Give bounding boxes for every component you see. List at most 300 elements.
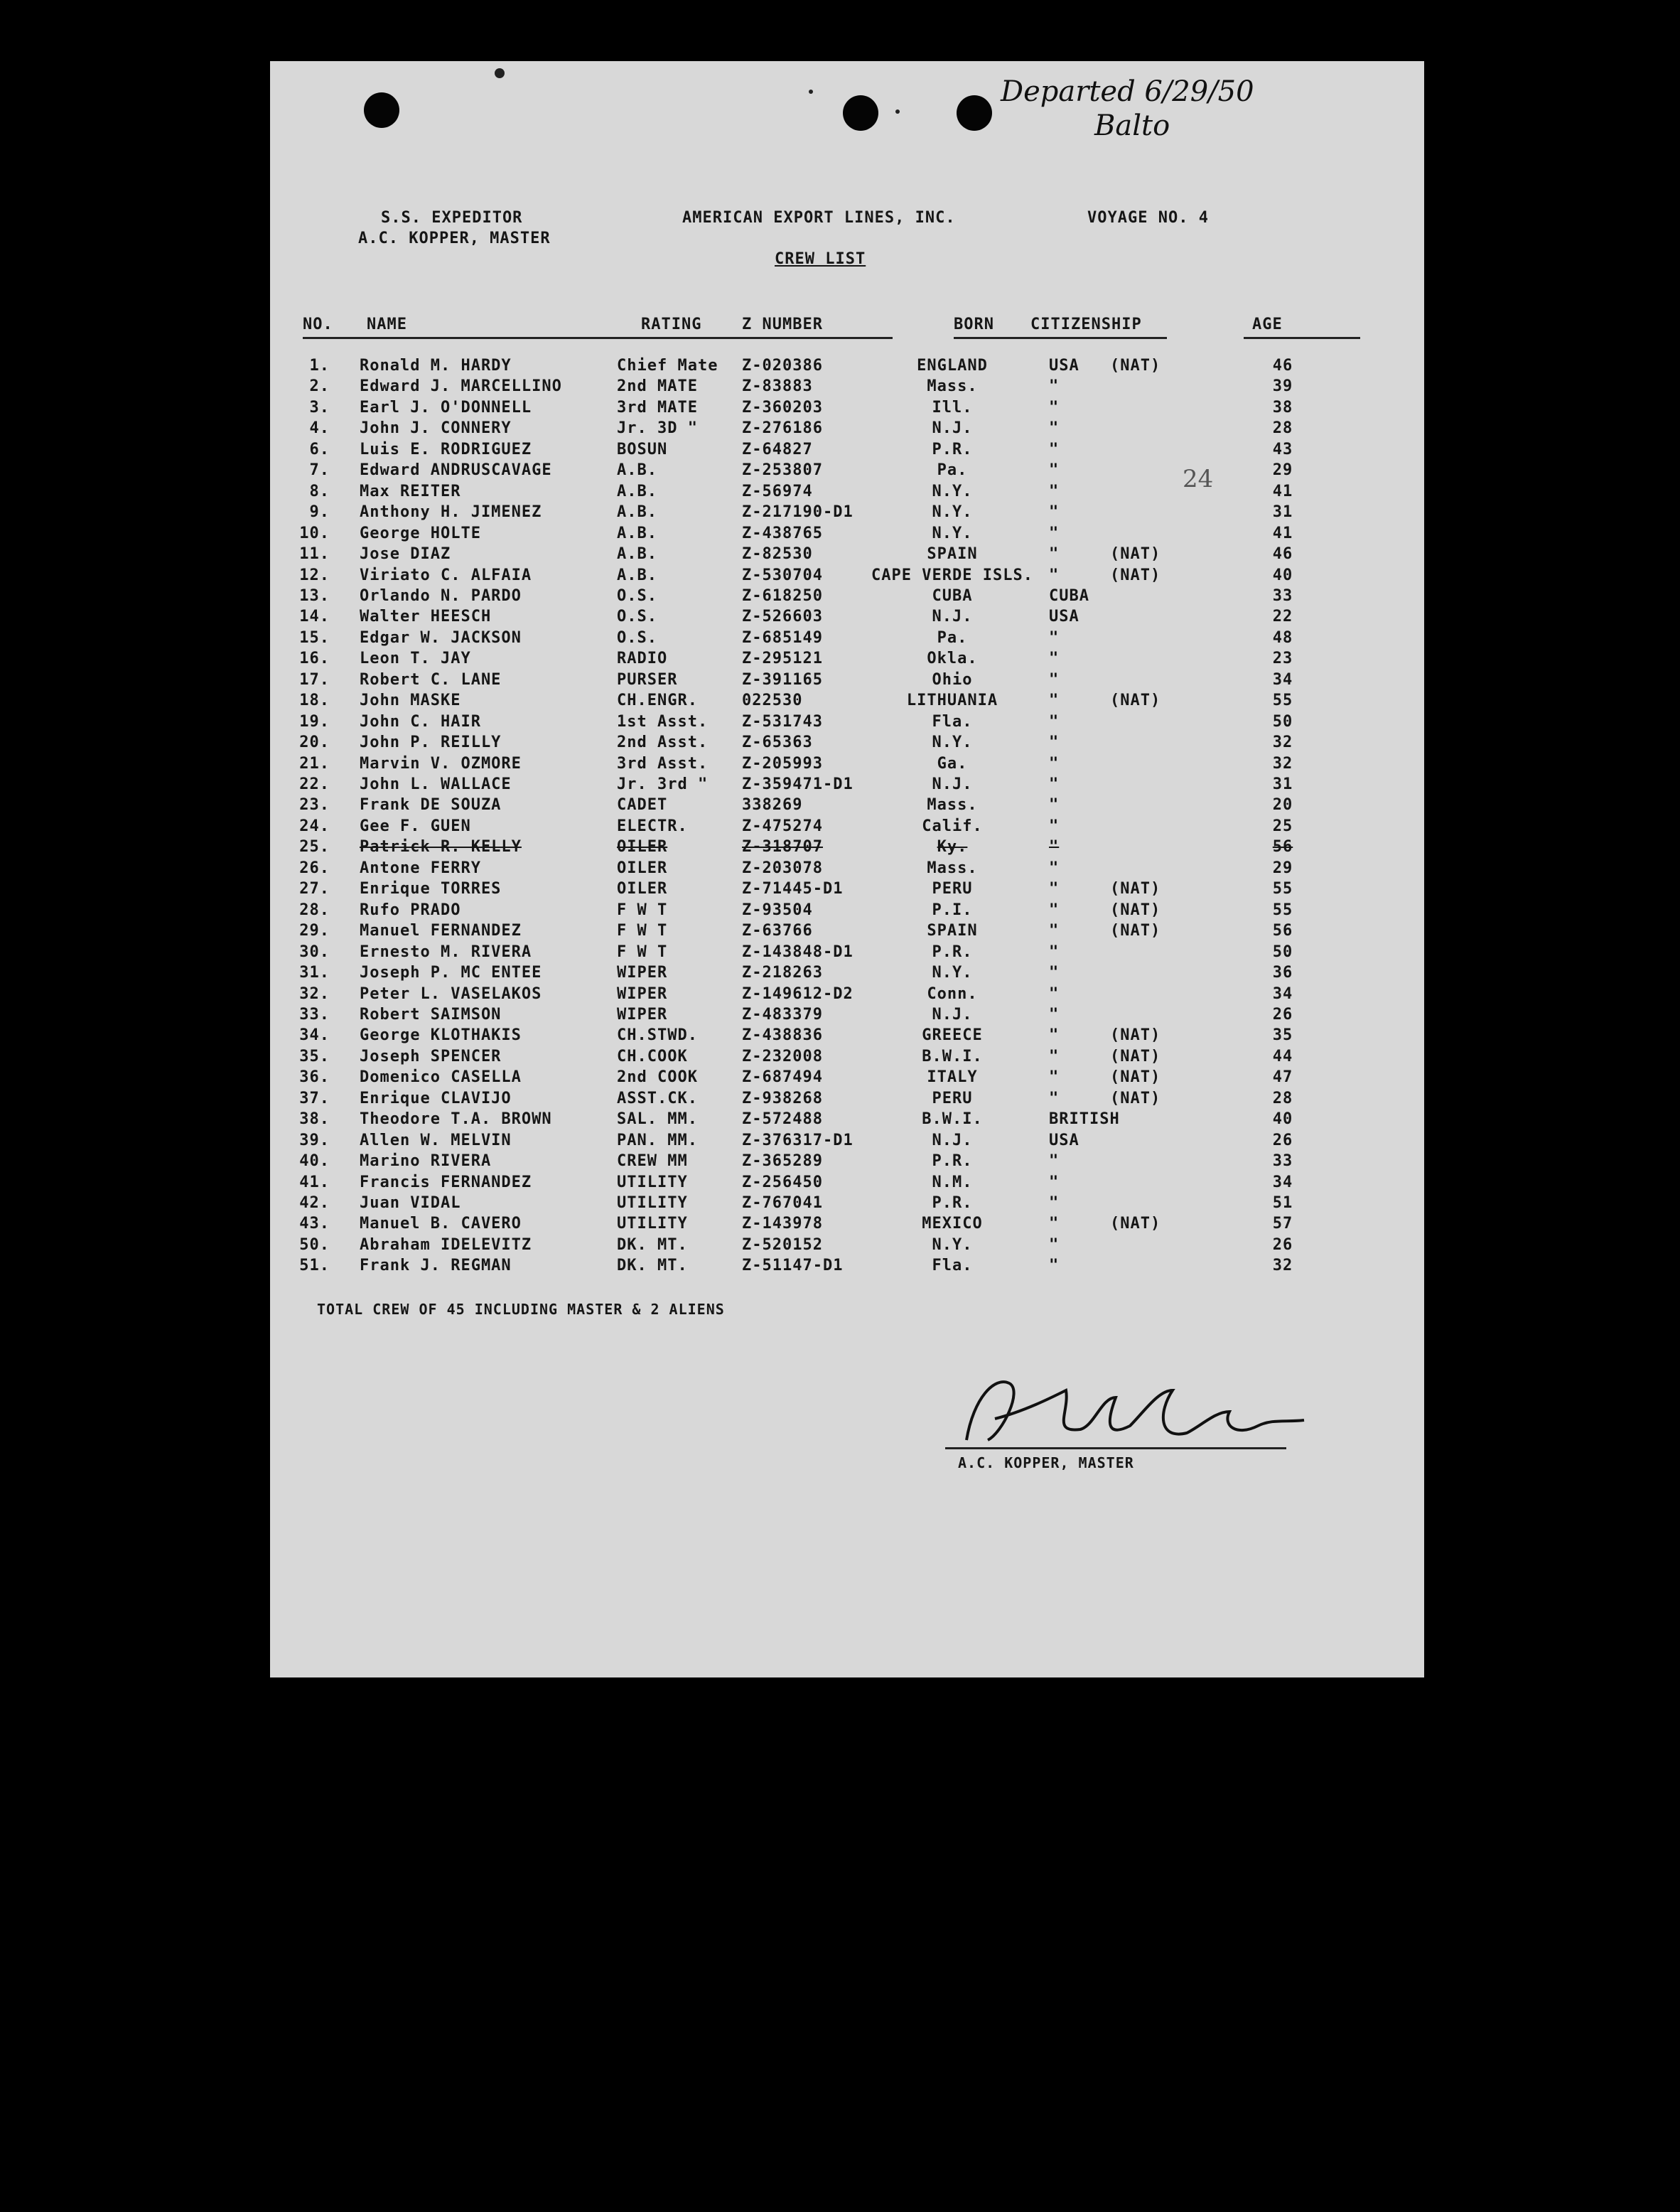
crew-born: MEXICO — [922, 1215, 983, 1233]
speck — [495, 68, 505, 78]
crew-rating: SAL. MM. — [617, 1110, 698, 1129]
crew-citizenship: " — [1049, 775, 1060, 793]
crew-born: Pa. — [937, 628, 968, 647]
table-row — [270, 690, 1424, 711]
crew-number: 4. — [309, 419, 330, 438]
crew-naturalized: (NAT) — [1110, 922, 1161, 940]
crew-rating: A.B. — [617, 524, 657, 542]
company-name: AMERICAN EXPORT LINES, INC. — [682, 209, 956, 227]
crew-age: 29 — [1272, 461, 1293, 480]
crew-z-number: Z-64827 — [742, 440, 813, 458]
crew-number: 30. — [299, 943, 330, 961]
crew-name: Patrick R. KELLY — [360, 838, 522, 857]
table-row — [270, 628, 1424, 648]
crew-rating: UTILITY — [617, 1194, 688, 1212]
crew-age: 50 — [1272, 712, 1293, 731]
crew-rating: 3rd Asst. — [617, 754, 709, 773]
table-row — [270, 355, 1424, 376]
crew-citizenship: " — [1049, 712, 1060, 731]
crew-age: 40 — [1272, 566, 1293, 584]
crew-rating: CH.STWD. — [617, 1026, 698, 1045]
crew-z-number: Z-572488 — [742, 1110, 823, 1129]
crew-z-number: Z-51147-D1 — [742, 1257, 844, 1275]
crew-number: 35. — [299, 1047, 330, 1065]
column-born: BORN — [954, 316, 994, 333]
crew-number: 18. — [299, 692, 330, 710]
crew-rating: Chief Mate — [617, 357, 718, 375]
crew-name: Edgar W. JACKSON — [360, 628, 522, 647]
crew-number: 24. — [299, 817, 330, 835]
crew-z-number: Z-71445-D1 — [742, 880, 844, 898]
table-row — [270, 984, 1424, 1004]
port-annotation: Balto — [1094, 109, 1170, 142]
crew-number: 2. — [309, 377, 330, 396]
crew-citizenship: " — [1049, 1047, 1060, 1065]
crew-born: N.J. — [932, 1005, 973, 1024]
crew-z-number: Z-376317-D1 — [742, 1131, 854, 1149]
crew-rating: WIPER — [617, 1005, 668, 1024]
master-signature — [945, 1369, 1315, 1454]
crew-number: 31. — [299, 964, 330, 982]
crew-z-number: Z-143848-D1 — [742, 943, 854, 961]
crew-number: 14. — [299, 608, 330, 626]
crew-rating: CH.COOK — [617, 1047, 688, 1065]
crew-citizenship: " — [1049, 524, 1060, 542]
punch-hole — [843, 95, 878, 131]
crew-name: Marvin V. OZMORE — [360, 754, 522, 773]
signature-line — [945, 1447, 1286, 1449]
table-row — [270, 523, 1424, 544]
crew-name: Ronald M. HARDY — [360, 357, 512, 375]
ship-name: S.S. EXPEDITOR — [381, 209, 523, 227]
table-row — [270, 502, 1424, 522]
crew-name: Enrique CLAVIJO — [360, 1089, 512, 1107]
crew-name: Viriato C. ALFAIA — [360, 566, 532, 584]
crew-name: Edward J. MARCELLINO — [360, 377, 562, 396]
crew-age: 56 — [1272, 922, 1293, 940]
crew-born: Fla. — [932, 1257, 973, 1275]
crew-number: 6. — [309, 440, 330, 458]
crew-name: Orlando N. PARDO — [360, 586, 522, 605]
crew-age: 43 — [1272, 440, 1293, 458]
table-row — [270, 732, 1424, 753]
crew-born: Mass. — [927, 377, 978, 396]
crew-born: P.I. — [932, 901, 973, 919]
crew-rating: F W T — [617, 901, 668, 919]
crew-born: N.Y. — [932, 482, 973, 500]
crew-z-number: Z-685149 — [742, 628, 823, 647]
crew-z-number: Z-438765 — [742, 524, 823, 542]
crew-z-number: Z-365289 — [742, 1152, 823, 1171]
table-row — [270, 774, 1424, 795]
crew-citizenship: " — [1049, 964, 1060, 982]
crew-rating: A.B. — [617, 545, 657, 564]
crew-citizenship: " — [1049, 398, 1060, 417]
crew-citizenship: " — [1049, 461, 1060, 480]
crew-number: 51. — [299, 1257, 330, 1275]
crew-age: 29 — [1272, 859, 1293, 877]
table-row — [270, 879, 1424, 899]
crew-z-number: Z-217190-D1 — [742, 503, 854, 522]
crew-citizenship: " — [1049, 545, 1060, 564]
crew-age: 23 — [1272, 650, 1293, 668]
crew-number: 3. — [309, 398, 330, 417]
crew-z-number: Z-253807 — [742, 461, 823, 480]
table-row — [270, 1213, 1424, 1234]
crew-citizenship: USA — [1049, 608, 1079, 626]
crew-name: Luis E. RODRIGUEZ — [360, 440, 532, 458]
crew-z-number: Z-205993 — [742, 754, 823, 773]
table-row — [270, 1151, 1424, 1171]
crew-citizenship: " — [1049, 1089, 1060, 1107]
table-row — [270, 648, 1424, 669]
crew-z-number: Z-93504 — [742, 901, 813, 919]
crew-citizenship: " — [1049, 419, 1060, 438]
table-row — [270, 397, 1424, 418]
crew-citizenship: " — [1049, 503, 1060, 522]
crew-name: Antone FERRY — [360, 859, 481, 877]
crew-citizenship: " — [1049, 796, 1060, 815]
crew-citizenship: " — [1049, 901, 1060, 919]
crew-rating: 2nd MATE — [617, 377, 698, 396]
crew-number: 21. — [299, 754, 330, 773]
crew-born: CUBA — [932, 586, 973, 605]
table-row — [270, 1046, 1424, 1067]
crew-naturalized: (NAT) — [1110, 1047, 1161, 1065]
crew-z-number: Z-360203 — [742, 398, 823, 417]
crew-rating: O.S. — [617, 608, 657, 626]
crew-citizenship: " — [1049, 734, 1060, 752]
page-number-stamp: 24 — [1183, 465, 1214, 493]
speck — [809, 90, 813, 94]
crew-name: Anthony H. JIMENEZ — [360, 503, 542, 522]
crew-z-number: Z-531743 — [742, 712, 823, 731]
crew-born: Ky. — [937, 838, 968, 857]
crew-rating: PAN. MM. — [617, 1131, 698, 1149]
crew-citizenship: " — [1049, 880, 1060, 898]
crew-z-number: 022530 — [742, 692, 803, 710]
crew-number: 25. — [299, 838, 330, 857]
crew-age: 35 — [1272, 1026, 1293, 1045]
crew-born: ITALY — [927, 1068, 978, 1087]
crew-citizenship: " — [1049, 670, 1060, 689]
crew-number: 27. — [299, 880, 330, 898]
crew-number: 11. — [299, 545, 330, 564]
departure-annotation: Departed 6/29/50 — [1001, 75, 1254, 108]
crew-name: Joseph SPENCER — [360, 1047, 502, 1065]
table-row — [270, 670, 1424, 690]
crew-rating: CADET — [617, 796, 668, 815]
crew-z-number: Z-475274 — [742, 817, 823, 835]
crew-z-number: Z-618250 — [742, 586, 823, 605]
crew-born: P.R. — [932, 1194, 973, 1212]
crew-rating: PURSER — [617, 670, 678, 689]
crew-z-number: Z-687494 — [742, 1068, 823, 1087]
table-row — [270, 1109, 1424, 1129]
table-row — [270, 376, 1424, 397]
crew-z-number: Z-276186 — [742, 419, 823, 438]
crew-age: 41 — [1272, 524, 1293, 542]
crew-name: Peter L. VASELAKOS — [360, 984, 542, 1003]
crew-number: 26. — [299, 859, 330, 877]
crew-rating: 2nd COOK — [617, 1068, 698, 1087]
crew-total: TOTAL CREW OF 45 INCLUDING MASTER & 2 ALIENS — [317, 1301, 725, 1318]
crew-age: 32 — [1272, 1257, 1293, 1275]
table-row — [270, 1255, 1424, 1276]
crew-born: B.W.I. — [922, 1110, 983, 1129]
crew-z-number: Z-020386 — [742, 357, 823, 375]
crew-name: Frank J. REGMAN — [360, 1257, 512, 1275]
crew-number: 1. — [309, 357, 330, 375]
crew-citizenship: " — [1049, 482, 1060, 500]
column-age: AGE — [1252, 316, 1283, 333]
crew-citizenship: " — [1049, 1173, 1060, 1191]
crew-rating: OILER — [617, 880, 668, 898]
crew-age: 55 — [1272, 880, 1293, 898]
crew-name: Allen W. MELVIN — [360, 1131, 512, 1149]
crew-rating: Jr. 3D " — [617, 419, 698, 438]
crew-age: 32 — [1272, 734, 1293, 752]
crew-born: SPAIN — [927, 545, 978, 564]
crew-z-number: Z-318707 — [742, 838, 823, 857]
crew-citizenship: USA — [1049, 357, 1079, 375]
crew-z-number: Z-391165 — [742, 670, 823, 689]
table-row — [270, 942, 1424, 962]
crew-naturalized: (NAT) — [1110, 545, 1161, 564]
voyage-number: VOYAGE NO. 4 — [1087, 209, 1209, 227]
crew-age: 33 — [1272, 1152, 1293, 1171]
crew-rating: UTILITY — [617, 1215, 688, 1233]
table-row — [270, 816, 1424, 837]
crew-z-number: Z-767041 — [742, 1194, 823, 1212]
crew-born: P.R. — [932, 1152, 973, 1171]
document-page — [270, 61, 1424, 1677]
crew-z-number: Z-63766 — [742, 922, 813, 940]
table-row — [270, 544, 1424, 564]
crew-citizenship: " — [1049, 628, 1060, 647]
crew-rating: O.S. — [617, 586, 657, 605]
crew-age: 40 — [1272, 1110, 1293, 1129]
crew-age: 51 — [1272, 1194, 1293, 1212]
table-row — [270, 962, 1424, 983]
crew-z-number: Z-203078 — [742, 859, 823, 877]
speck — [895, 109, 900, 114]
crew-citizenship: " — [1049, 1152, 1060, 1171]
crew-z-number: Z-359471-D1 — [742, 775, 854, 793]
column-no: NO. — [303, 316, 333, 333]
crew-name: John MASKE — [360, 692, 461, 710]
crew-number: 41. — [299, 1173, 330, 1191]
crew-born: SPAIN — [927, 922, 978, 940]
crew-z-number: Z-295121 — [742, 650, 823, 668]
crew-z-number: Z-56974 — [742, 482, 813, 500]
crew-born: P.R. — [932, 943, 973, 961]
crew-name: Ernesto M. RIVERA — [360, 943, 532, 961]
crew-name: Abraham IDELEVITZ — [360, 1235, 532, 1254]
crew-age: 33 — [1272, 586, 1293, 605]
table-row — [270, 1067, 1424, 1088]
crew-rating: CH.ENGR. — [617, 692, 698, 710]
crew-born: Fla. — [932, 712, 973, 731]
crew-z-number: Z-256450 — [742, 1173, 823, 1191]
crew-age: 22 — [1272, 608, 1293, 626]
crew-age: 38 — [1272, 398, 1293, 417]
crew-name: Manuel FERNANDEZ — [360, 922, 522, 940]
crew-name: Francis FERNANDEZ — [360, 1173, 532, 1191]
crew-number: 7. — [309, 461, 330, 480]
crew-rating: F W T — [617, 943, 668, 961]
crew-age: 26 — [1272, 1131, 1293, 1149]
crew-citizenship: " — [1049, 859, 1060, 877]
crew-born: Pa. — [937, 461, 968, 480]
crew-age: 28 — [1272, 419, 1293, 438]
crew-z-number: Z-483379 — [742, 1005, 823, 1024]
crew-citizenship: BRITISH — [1049, 1110, 1120, 1129]
crew-age: 55 — [1272, 692, 1293, 710]
crew-born: N.J. — [932, 608, 973, 626]
crew-number: 12. — [299, 566, 330, 584]
crew-citizenship: " — [1049, 1235, 1060, 1254]
crew-age: 20 — [1272, 796, 1293, 815]
crew-name: George KLOTHAKIS — [360, 1026, 522, 1045]
crew-naturalized: (NAT) — [1110, 566, 1161, 584]
crew-citizenship: " — [1049, 922, 1060, 940]
crew-z-number: 338269 — [742, 796, 803, 815]
crew-age: 46 — [1272, 545, 1293, 564]
crew-citizenship: " — [1049, 1026, 1060, 1045]
crew-born: B.W.I. — [922, 1047, 983, 1065]
crew-born: N.J. — [932, 419, 973, 438]
crew-rating: F W T — [617, 922, 668, 940]
crew-number: 39. — [299, 1131, 330, 1149]
crew-citizenship: " — [1049, 566, 1060, 584]
table-row — [270, 1004, 1424, 1025]
crew-born: N.Y. — [932, 1235, 973, 1254]
crew-naturalized: (NAT) — [1110, 1068, 1161, 1087]
signature-caption: A.C. KOPPER, MASTER — [958, 1454, 1134, 1471]
crew-number: 20. — [299, 734, 330, 752]
crew-citizenship: " — [1049, 377, 1060, 396]
crew-number: 15. — [299, 628, 330, 647]
crew-name: Rufo PRADO — [360, 901, 461, 919]
crew-number: 40. — [299, 1152, 330, 1171]
crew-born: Calif. — [922, 817, 983, 835]
crew-number: 17. — [299, 670, 330, 689]
crew-age: 36 — [1272, 964, 1293, 982]
crew-born: N.J. — [932, 775, 973, 793]
crew-z-number: Z-232008 — [742, 1047, 823, 1065]
table-row — [270, 1235, 1424, 1255]
crew-naturalized: (NAT) — [1110, 880, 1161, 898]
crew-rating: DK. MT. — [617, 1235, 688, 1254]
crew-age: 48 — [1272, 628, 1293, 647]
table-row — [270, 1193, 1424, 1213]
crew-born: PERU — [932, 880, 973, 898]
crew-z-number: Z-530704 — [742, 566, 823, 584]
crew-name: Edward ANDRUSCAVAGE — [360, 461, 552, 480]
crew-number: 29. — [299, 922, 330, 940]
table-row — [270, 439, 1424, 460]
crew-number: 34. — [299, 1026, 330, 1045]
crew-number: 28. — [299, 901, 330, 919]
crew-rating: A.B. — [617, 482, 657, 500]
crew-name: John J. CONNERY — [360, 419, 512, 438]
crew-age: 47 — [1272, 1068, 1293, 1087]
crew-name: Robert C. LANE — [360, 670, 502, 689]
crew-number: 8. — [309, 482, 330, 500]
crew-number: 50. — [299, 1235, 330, 1254]
crew-z-number: Z-218263 — [742, 964, 823, 982]
crew-citizenship: " — [1049, 650, 1060, 668]
crew-born: ENGLAND — [917, 357, 988, 375]
crew-name: Leon T. JAY — [360, 650, 471, 668]
crew-z-number: Z-82530 — [742, 545, 813, 564]
crew-rating: BOSUN — [617, 440, 668, 458]
crew-age: 34 — [1272, 984, 1293, 1003]
crew-age: 57 — [1272, 1215, 1293, 1233]
crew-name: Max REITER — [360, 482, 461, 500]
crew-age: 55 — [1272, 901, 1293, 919]
crew-number: 23. — [299, 796, 330, 815]
crew-rating: 3rd MATE — [617, 398, 698, 417]
crew-rating: ELECTR. — [617, 817, 688, 835]
crew-born: Mass. — [927, 859, 978, 877]
table-row — [270, 565, 1424, 586]
document-title: CREW LIST — [775, 250, 866, 268]
crew-name: Juan VIDAL — [360, 1194, 461, 1212]
crew-name: Theodore T.A. BROWN — [360, 1110, 552, 1129]
crew-rating: A.B. — [617, 461, 657, 480]
crew-z-number: Z-149612-D2 — [742, 984, 854, 1003]
crew-name: John P. REILLY — [360, 734, 502, 752]
crew-age: 32 — [1272, 754, 1293, 773]
crew-born: Ohio — [932, 670, 973, 689]
column-rating: RATING — [641, 316, 702, 333]
crew-number: 37. — [299, 1089, 330, 1107]
crew-number: 38. — [299, 1110, 330, 1129]
crew-citizenship: " — [1049, 1068, 1060, 1087]
crew-naturalized: (NAT) — [1110, 1026, 1161, 1045]
crew-rating: OILER — [617, 838, 668, 857]
crew-citizenship: USA — [1049, 1131, 1079, 1149]
crew-age: 50 — [1272, 943, 1293, 961]
crew-born: Mass. — [927, 796, 978, 815]
crew-rating: 2nd Asst. — [617, 734, 709, 752]
crew-rating: A.B. — [617, 566, 657, 584]
crew-number: 10. — [299, 524, 330, 542]
crew-naturalized: (NAT) — [1110, 357, 1161, 375]
crew-born: N.M. — [932, 1173, 973, 1191]
crew-naturalized: (NAT) — [1110, 1215, 1161, 1233]
table-row — [270, 900, 1424, 920]
crew-citizenship: " — [1049, 1215, 1060, 1233]
crew-born: N.Y. — [932, 524, 973, 542]
crew-name: Robert SAIMSON — [360, 1005, 502, 1024]
punch-hole — [364, 92, 399, 128]
crew-citizenship: " — [1049, 817, 1060, 835]
crew-citizenship: " — [1049, 1194, 1060, 1212]
crew-citizenship: " — [1049, 943, 1060, 961]
table-row — [270, 795, 1424, 815]
crew-born: Ill. — [932, 398, 973, 417]
crew-rating: WIPER — [617, 964, 668, 982]
crew-z-number: Z-438836 — [742, 1026, 823, 1045]
crew-citizenship: CUBA — [1049, 586, 1089, 605]
crew-number: 32. — [299, 984, 330, 1003]
header-rule — [1244, 337, 1360, 339]
crew-age: 34 — [1272, 1173, 1293, 1191]
master-name: A.C. KOPPER, MASTER — [358, 230, 551, 247]
